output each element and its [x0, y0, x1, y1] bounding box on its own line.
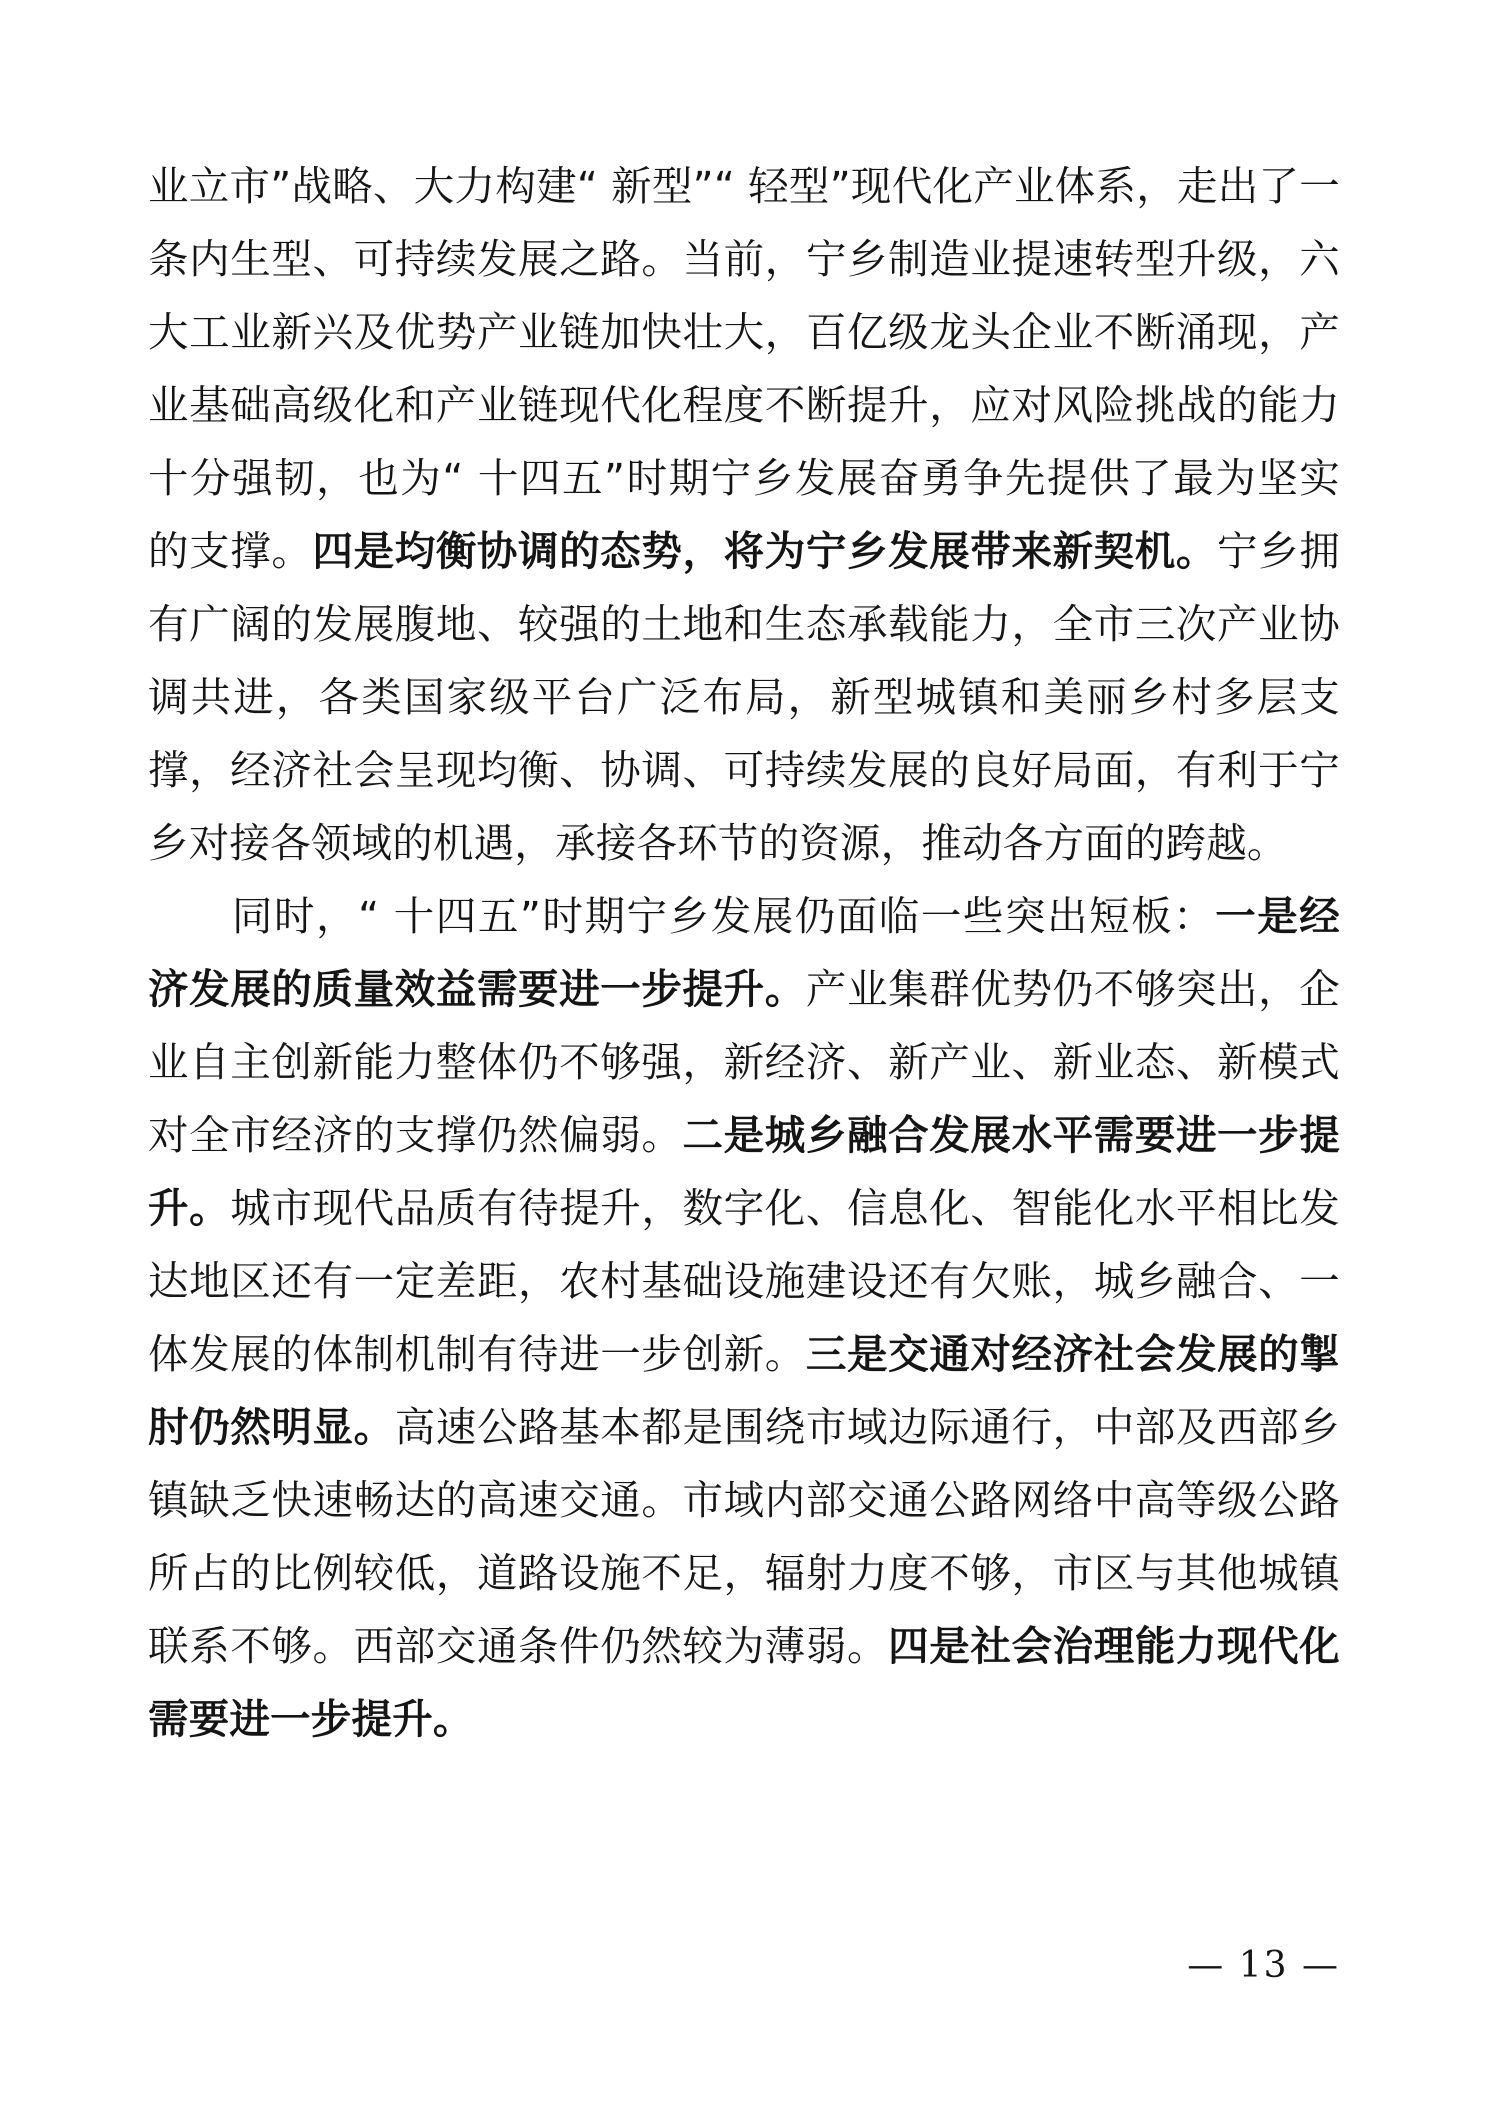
- text-run-bold: 一是经济发展的质量效益需要进一步提升。: [148, 892, 1340, 1013]
- text-run-bold: 三是交通对经济社会发展的掣肘仍然明显。: [148, 1330, 1340, 1451]
- text-run: 高速公路基本都是围绕市域边际通行，中部及西部乡镇缺乏快速畅达的高速交通。市域内部交通公路网络中高等级公路所占的比例较低，道路设施不足，辐射力度不够，市区与其他城镇联系不够。西部交通条件仍然较为薄弱。: [148, 1403, 1340, 1670]
- text-run: 同时，“ 十四五”时期宁乡发展仍面临一些突出短板：: [232, 892, 1216, 940]
- text-run: 产业集群优势仍不够突出，企业自主创新能力整体仍不够强，新经济、新产业、新业态、新模式对全市经济的支撑仍然偏弱。: [148, 965, 1340, 1159]
- page-body: [148, 150, 1340, 1756]
- text-run-bold: 四是社会治理能力现代化需要进一步提升。: [148, 1622, 1340, 1743]
- text-run: 业立市”战略、大力构建“ 新型”“ 轻型”现代化产业体系，走出了一条内生型、可持续发展之路。当前，宁乡制造业提速转型升级，六大工业新兴及优势产业链加快壮大，百亿级龙头企业不断涌现，产业基础高级化和产业链现代化程度不断提升，应对风险挑战的能力十分强韧，也为“ 十四五”时期宁乡发展奋勇争先提供了最为坚实的支撑。: [148, 162, 1340, 575]
- text-run: 宁乡拥有广阔的发展腹地、较强的土地和生态承载能力，全市三次产业协调共进，各类国家级平台广泛布局，新型城镇和美丽乡村多层支撑，经济社会呈现均衡、协调、可持续发展的良好局面，有利于宁乡对接各领域的机遇，承接各环节的资源，推动各方面的跨越。: [148, 527, 1340, 867]
- text-run-bold: 四是均衡协调的态势，将为宁乡发展带来新契机。: [312, 527, 1218, 575]
- page-number: — 13 —: [1187, 1945, 1340, 1986]
- paragraph-1: [148, 150, 1340, 880]
- text-run: 城市现代品质有待提升，数字化、信息化、智能化水平相比发达地区还有一定差距，农村基础设施建设还有欠账，城乡融合、一体发展的体制机制有待进一步创新。: [148, 1184, 1341, 1378]
- paragraph-2: [148, 880, 1340, 1756]
- text-run-bold: 二是城乡融合发展水平需要进一步提升。: [148, 1111, 1340, 1232]
